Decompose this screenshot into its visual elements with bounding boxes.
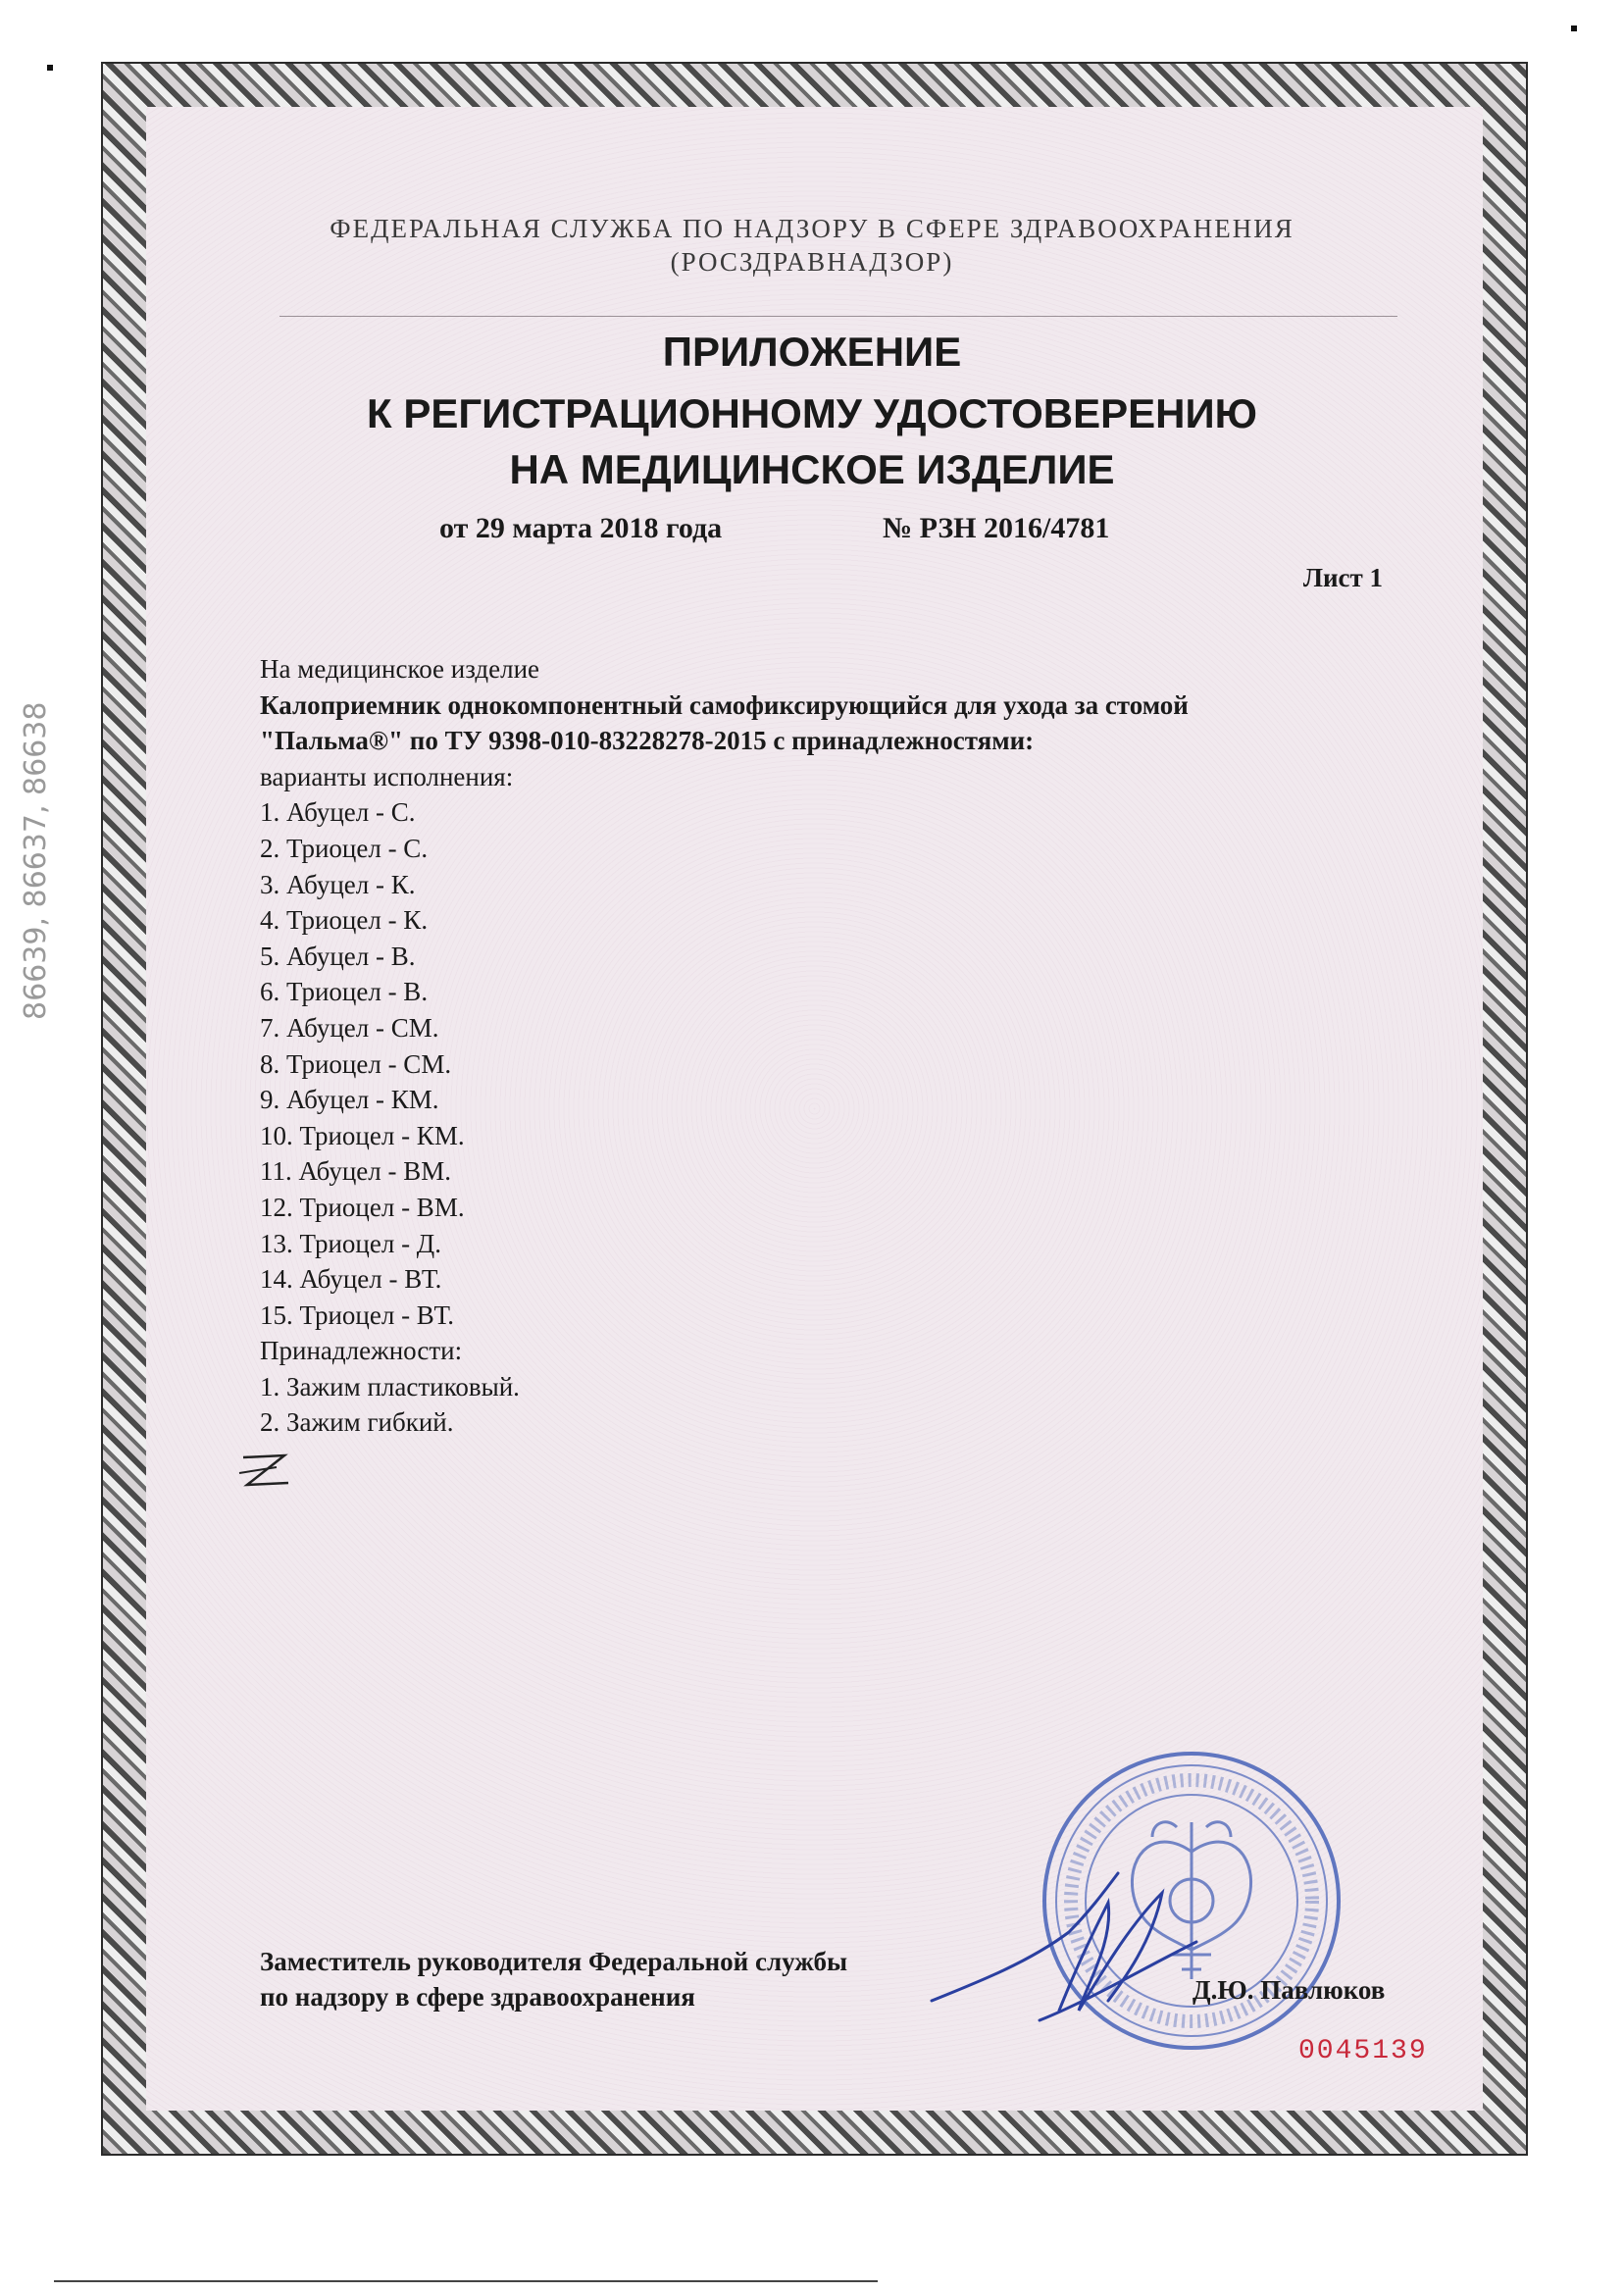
serial-number: 0045139 <box>1298 2036 1428 2066</box>
variants-list <box>260 794 1388 1333</box>
list-item: 1. Абуцел - С. <box>260 797 416 828</box>
list-item: 15. Триоцел - ВТ. <box>260 1299 455 1330</box>
agency-abbreviation: (РОСЗДРАВНАДЗОР) <box>670 247 954 277</box>
intro-text: На медицинское изделие <box>260 654 540 684</box>
accessories-list <box>260 1369 1388 1441</box>
document-title-line1: ПРИЛОЖЕНИЕ <box>662 329 962 375</box>
scan-dot <box>47 65 53 71</box>
handwritten-margin-note <box>18 539 57 1030</box>
list-item: 11. Абуцел - ВМ. <box>260 1156 451 1187</box>
signatory-title <box>260 1944 847 2014</box>
header-divider <box>279 316 1397 317</box>
list-item: 4. Триоцел - К. <box>260 905 429 936</box>
handwritten-signature-icon <box>922 1854 1216 2050</box>
product-name-line2: "Пальма®" по ТУ 9398-010-83228278-2015 с принадлежностями: <box>260 726 1035 756</box>
document-title-line2: К РЕГИСТРАЦИОННОМУ УДОСТОВЕРЕНИЮ <box>367 390 1257 436</box>
list-item: 7. Абуцел - СМ. <box>260 1012 439 1043</box>
list-item: 14. Абуцел - ВТ. <box>260 1264 442 1295</box>
signatory-name: Д.Ю. Павлюков <box>1193 1975 1386 2005</box>
registration-number: № РЗН 2016/4781 <box>883 512 1110 544</box>
list-item: 9. Абуцел - КМ. <box>260 1085 439 1115</box>
document-body <box>260 651 1388 1441</box>
agency-name: ФЕДЕРАЛЬНАЯ СЛУЖБА ПО НАДЗОРУ В СФЕРЕ ЗДРАВООХРАНЕНИЯ <box>330 214 1294 243</box>
list-item: 2. Триоцел - С. <box>260 833 429 863</box>
list-item: 10. Триоцел - КМ. <box>260 1120 465 1150</box>
product-name-line1: Калоприемник однокомпонентный самофиксирующийся для ухода за стомой <box>260 689 1189 720</box>
list-item: 1. Зажим пластиковый. <box>260 1371 520 1401</box>
margin-note-text: 86639, 86637, 86638 <box>19 701 53 1020</box>
scan-dot <box>1571 25 1577 31</box>
issue-date: от 29 марта 2018 года <box>439 512 723 544</box>
scan-bottom-line <box>54 2280 878 2282</box>
document-title-line3: НА МЕДИЦИНСКОЕ ИЗДЕЛИЕ <box>509 446 1115 492</box>
variants-heading: варианты исполнения: <box>260 761 514 791</box>
list-item: 3. Абуцел - К. <box>260 869 416 899</box>
list-item: 6. Триоцел - В. <box>260 977 429 1007</box>
list-item: 5. Абуцел - В. <box>260 941 416 971</box>
signatory-title-line2: по надзору в сфере здравоохранения <box>260 1982 695 2012</box>
list-item: 13. Триоцел - Д. <box>260 1228 441 1258</box>
signatory-title-line1: Заместитель руководителя Федеральной службы <box>260 1947 848 1976</box>
accessories-heading: Принадлежности: <box>260 1336 463 1366</box>
sheet-number: Лист 1 <box>1302 563 1383 592</box>
list-item: 2. Зажим гибкий. <box>260 1407 454 1438</box>
list-item: 12. Триоцел - ВМ. <box>260 1192 465 1222</box>
z-mark-icon <box>233 1450 296 1499</box>
list-item: 8. Триоцел - СМ. <box>260 1048 452 1079</box>
